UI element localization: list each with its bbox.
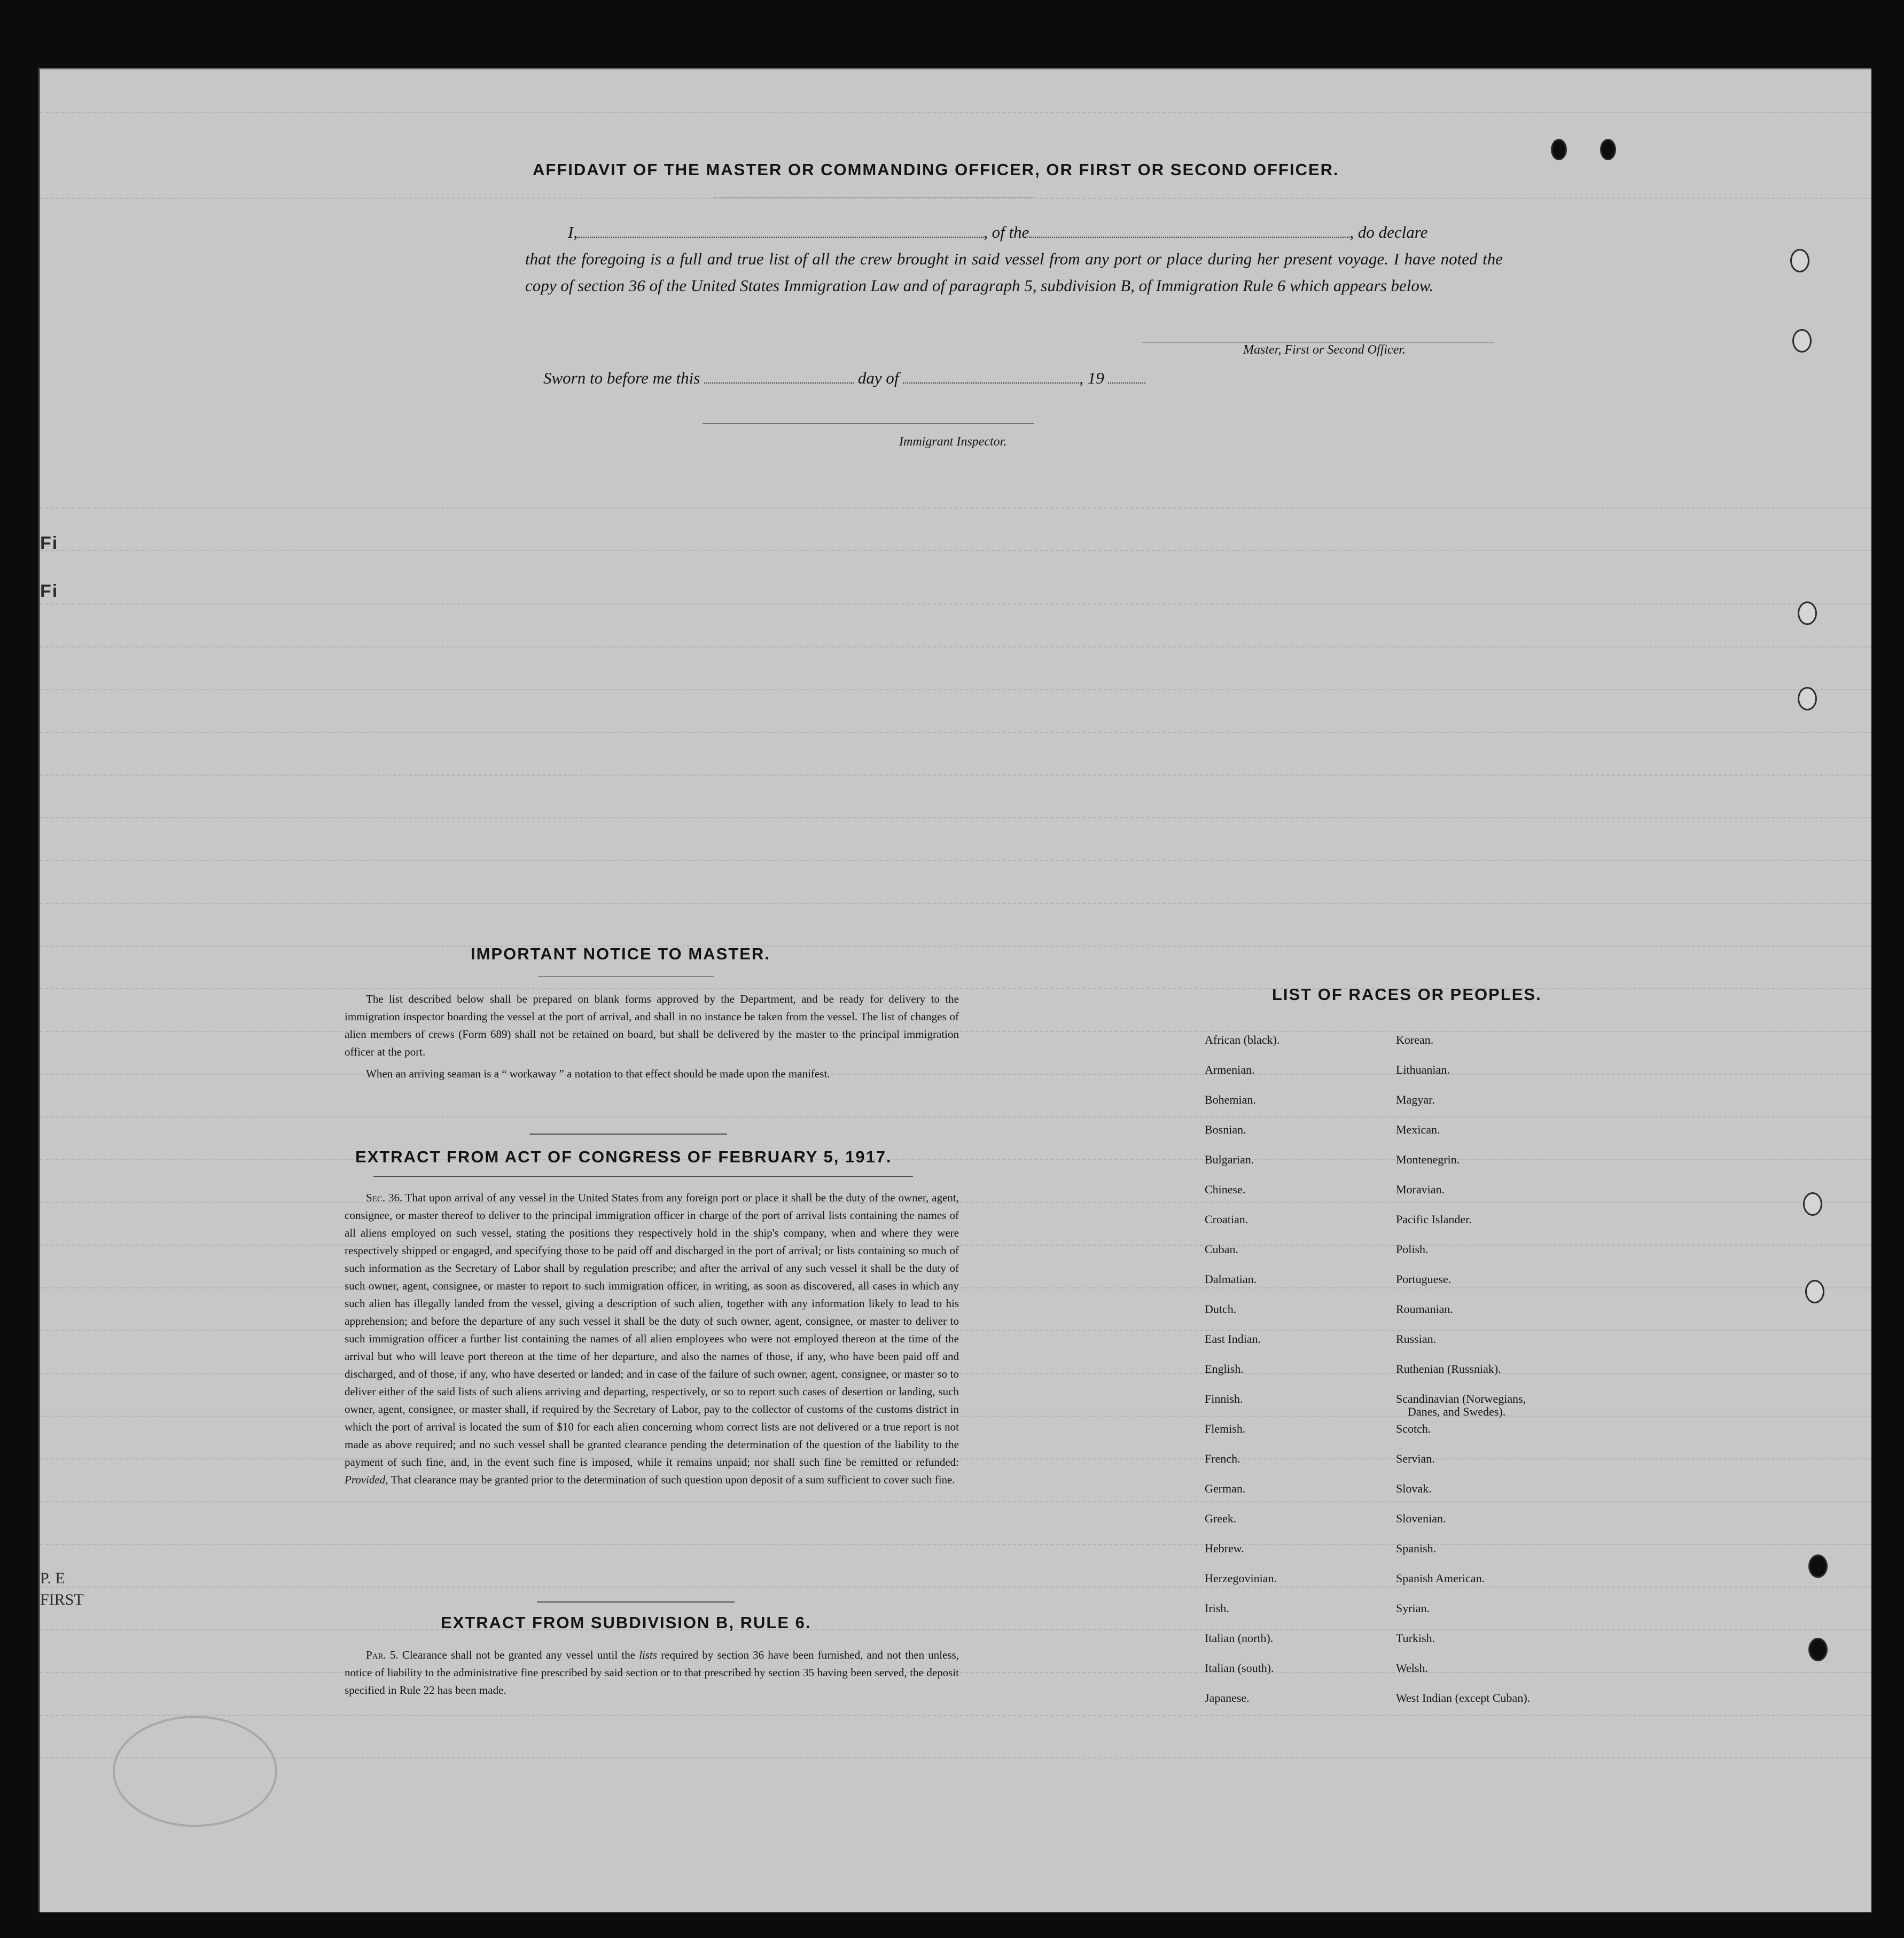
document-page xyxy=(38,68,1871,1912)
race-item: Scotch. xyxy=(1396,1422,1431,1435)
races-title: LIST OF RACES OR PEOPLES. xyxy=(1272,985,1542,1004)
punch-hole xyxy=(1790,249,1809,272)
signature-label: Master, First or Second Officer. xyxy=(1243,343,1406,357)
race-item: Dalmatian. xyxy=(1205,1272,1257,1286)
race-item: German. xyxy=(1205,1482,1246,1495)
sec-label: Sec. 36. xyxy=(366,1191,403,1204)
race-item: Japanese. xyxy=(1205,1691,1250,1705)
punch-hole xyxy=(1792,329,1812,353)
faint-stamp xyxy=(113,1716,277,1827)
affidavit-body: that the foregoing is a full and true list of all the crew brought in said vessel from any port or place during her present voyage. I have noted the copy of section 36 of the United States Immigration Law and of paragraph 5, subdivision B, of Immigration Rule 6 which appears below. xyxy=(525,249,1503,295)
margin-note: FIRST xyxy=(40,1591,84,1608)
par-label: Par. 5. xyxy=(366,1648,399,1661)
race-item: Mexican. xyxy=(1396,1123,1440,1136)
race-item: Hebrew. xyxy=(1205,1542,1244,1555)
sworn-prefix: Sworn to before me this xyxy=(543,369,700,387)
affidavit-declaration xyxy=(525,219,1503,299)
rule-text-a: Clearance shall not be granted any vessel until the xyxy=(402,1648,636,1661)
margin-note: Fi xyxy=(40,533,59,553)
race-item: Turkish. xyxy=(1396,1631,1435,1645)
race-item: Italian (south). xyxy=(1205,1661,1274,1675)
lists-word: lists xyxy=(639,1648,658,1661)
notice-body xyxy=(345,990,959,1083)
provided-word: Provided, xyxy=(345,1473,388,1486)
punch-hole xyxy=(1808,1554,1828,1578)
extract-act-title: EXTRACT FROM ACT OF CONGRESS OF FEBRUARY 5, 1917. xyxy=(355,1147,892,1166)
extract-rule-title: EXTRACT FROM SUBDIVISION B, RULE 6. xyxy=(441,1613,811,1632)
punch-hole xyxy=(1805,1280,1824,1303)
sworn-year: , 19 xyxy=(1079,369,1104,387)
notice-para-2: When an arriving seaman is a “ workaway ” a notation to that effect should be made upon the manifest. xyxy=(366,1067,830,1080)
race-item: Portuguese. xyxy=(1396,1272,1452,1286)
race-item: Spanish American. xyxy=(1396,1572,1485,1585)
sec-36-text: That upon arrival of any vessel in the United States from any foreign port or place it shall be the duty of the owner, agent, consignee, or master thereof to deliver to the principal immigration officer in charge of the port of arrival lists containing the names of all aliens employed on such vessel, stating the positions they respectively hold in the ship's company, when and where they were respectively shipped or engaged, and specifying those to be paid off and discharged in the port of arrival; or lists containing so much of such information as the Secretary of Labor shall by regulation prescribe; and after the arrival of any such vessel it shall be the duty of such owner, agent, consignee, or master to report to such immigration officer, in writing, as soon as discovered, all cases in which any such alien has illegally landed from the vessel, giving a description of such alien, together with any information likely to lead to his apprehension; and before the departure of any such vessel it shall be the duty of such owner, agent, consignee, or master to deliver to such immigration officer a further list containing the names of all alien employees who were not employed thereon at the time of the arrival but who will leave port thereon at the time of her departure, and also the names of those, if any, who have been paid off and discharged, and of those, if any, who have deserted or landed; and in case of the failure of such owner, agent, consignee, or master so to deliver either of the said lists of such aliens arriving and departing, respectively, or so to report such cases of desertion or landing, such owner, agent, consignee, or master shall, if required by the Secretary of Labor, pay to the collector of customs of the customs district in which the port of arrival is located the sum of $10 for each alien concerning whom correct lists are not delivered or a true report is not made as above required; and no such vessel shall be granted clearance pending the determination of the question of the liability to the payment of such fine, and, in the event such fine is imposed, while it remains unpaid; nor shall such fine be remitted or refunded: xyxy=(345,1191,959,1468)
punch-hole xyxy=(1798,601,1817,625)
race-item: Bulgarian. xyxy=(1205,1153,1254,1166)
race-item: Pacific Islander. xyxy=(1396,1213,1472,1226)
race-item: Chinese. xyxy=(1205,1183,1246,1196)
race-item: Dutch. xyxy=(1205,1302,1237,1316)
race-item: English. xyxy=(1205,1362,1244,1376)
race-item: Moravian. xyxy=(1396,1183,1445,1196)
margin-note: Fi xyxy=(40,581,59,601)
race-item: Russian. xyxy=(1396,1332,1437,1346)
extract-rule-body xyxy=(345,1646,959,1699)
inspector-label: Immigrant Inspector. xyxy=(899,435,1007,449)
race-item: West Indian (except Cuban). xyxy=(1396,1691,1531,1705)
race-item: Montenegrin. xyxy=(1396,1153,1460,1166)
punch-hole xyxy=(1803,1192,1822,1216)
race-item: Ruthenian (Russniak). xyxy=(1396,1362,1501,1376)
race-item: Roumanian. xyxy=(1396,1302,1453,1316)
race-item: Welsh. xyxy=(1396,1661,1428,1675)
race-item: Danes, and Swedes). xyxy=(1408,1405,1506,1418)
race-item: Herzegovinian. xyxy=(1205,1572,1277,1585)
race-item: Syrian. xyxy=(1396,1601,1430,1615)
race-item: Bosnian. xyxy=(1205,1123,1246,1136)
race-item: Italian (north). xyxy=(1205,1631,1274,1645)
race-item: Slovak. xyxy=(1396,1482,1432,1495)
race-item: Bohemian. xyxy=(1205,1093,1256,1106)
race-item: Korean. xyxy=(1396,1033,1434,1046)
punch-hole xyxy=(1551,139,1567,160)
race-item: Cuban. xyxy=(1205,1242,1238,1256)
race-item: Croatian. xyxy=(1205,1213,1248,1226)
race-item: French. xyxy=(1205,1452,1240,1465)
affidavit-of-the: , of the xyxy=(984,223,1029,241)
affidavit-title: AFFIDAVIT OF THE MASTER OR COMMANDING OFFICER, OR FIRST OR SECOND OFFICER. xyxy=(533,160,1339,179)
race-item: Spanish. xyxy=(1396,1542,1437,1555)
race-item: East Indian. xyxy=(1205,1332,1261,1346)
race-item: Scandinavian (Norwegians, xyxy=(1396,1392,1526,1405)
affidavit-do-declare: , do declare xyxy=(1349,223,1428,241)
race-item: African (black). xyxy=(1205,1033,1280,1046)
race-item: Servian. xyxy=(1396,1452,1435,1465)
sworn-day-of: day of xyxy=(857,369,899,387)
race-item: Finnish. xyxy=(1205,1392,1243,1405)
race-item: Irish. xyxy=(1205,1601,1229,1615)
sec-36-end: That clearance may be granted prior to the determination of such question upon deposit of a sum sufficient to cover such fine. xyxy=(391,1473,955,1486)
punch-hole xyxy=(1798,687,1817,710)
race-item: Magyar. xyxy=(1396,1093,1435,1106)
extract-act-body xyxy=(345,1189,959,1489)
race-item: Greek. xyxy=(1205,1512,1237,1525)
rule-text-b: required by section 36 have been furnished, and not then unless, notice of liability to the administrative fine prescribed by said section or to that prescribed by section 35 having been served, the deposit specified in Rule 22 has been made. xyxy=(345,1648,959,1697)
race-item: Armenian. xyxy=(1205,1063,1255,1076)
margin-note: P. E xyxy=(40,1569,65,1587)
race-item: Flemish. xyxy=(1205,1422,1246,1435)
sworn-line xyxy=(543,369,1145,388)
affidavit-i: I, xyxy=(568,223,578,241)
race-item: Polish. xyxy=(1396,1242,1429,1256)
race-item: Slovenian. xyxy=(1396,1512,1446,1525)
punch-hole xyxy=(1808,1638,1828,1661)
race-item: Lithuanian. xyxy=(1396,1063,1450,1076)
notice-para-1: The list described below shall be prepared on blank forms approved by the Department, and be ready for delivery to the immigration inspector boarding the vessel at the port of arrival, and shall in no instance be taken from the vessel. The list of changes of alien members of crews (Form 689) shall not be retained on board, but shall be delivered by the master to the principal immigration officer at the port. xyxy=(345,993,959,1058)
notice-title: IMPORTANT NOTICE TO MASTER. xyxy=(471,944,770,963)
punch-hole xyxy=(1600,139,1616,160)
